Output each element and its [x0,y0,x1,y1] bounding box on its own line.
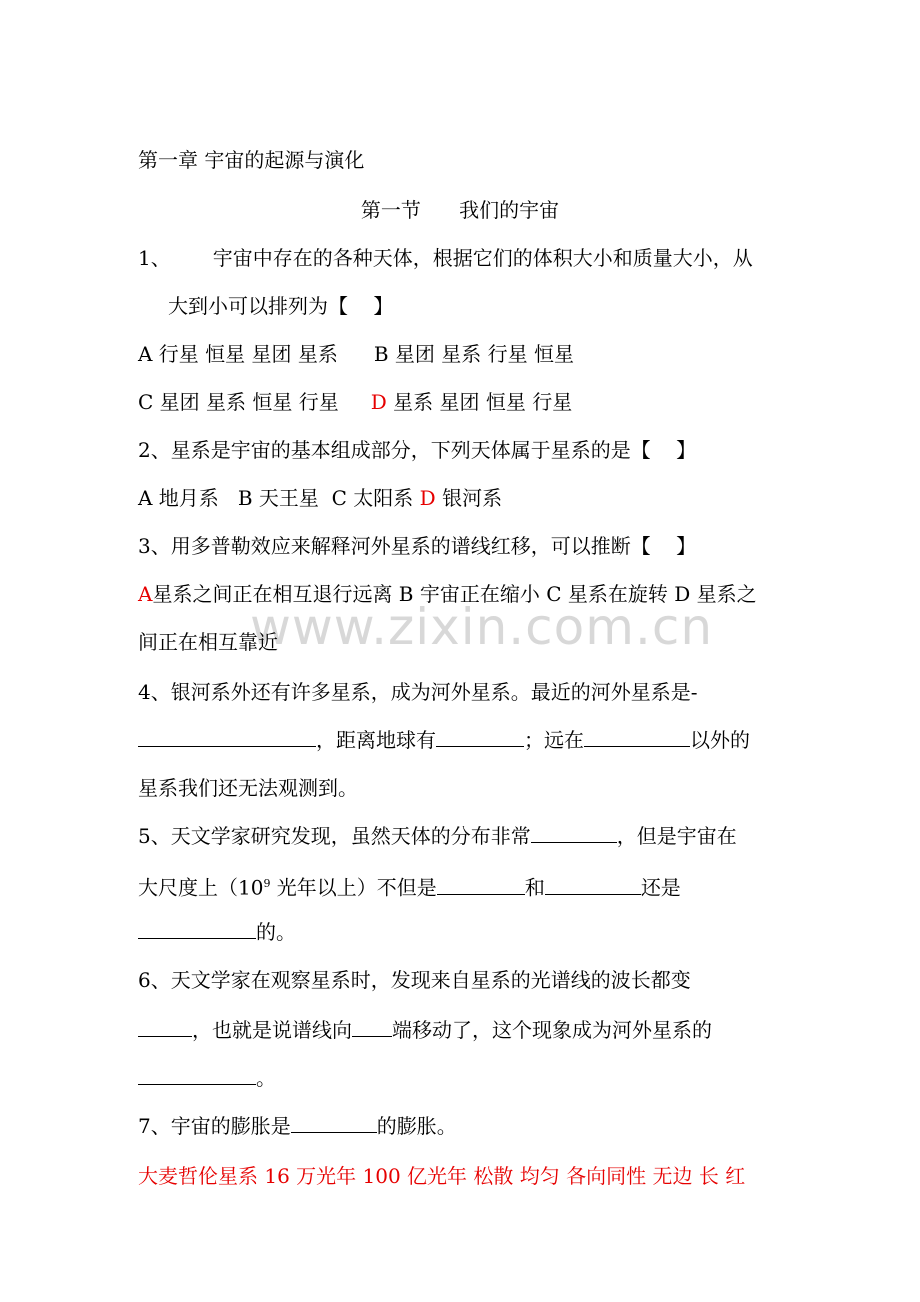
chapter-title: 第一章 宇宙的起源与演化 [138,148,365,172]
q5-blank-4[interactable] [138,918,256,939]
q6-text-a: ，也就是说谱线向 [192,1018,352,1042]
q6-blank-2[interactable] [352,1016,392,1037]
q1-option-d-letter: D [370,390,387,414]
q5-line2 [138,870,681,902]
q5-text-a: 5、天文学家研究发现，虽然天体的分布非常 [138,824,531,848]
q3-options-line1 [138,580,757,608]
q5-text-g: 的。 [256,920,296,944]
q1-line1 [138,244,753,272]
q4-text-c: 以外的 [690,728,750,752]
q4-line3: 星系我们还无法观测到。 [138,776,358,800]
q1-options-cd [138,388,572,416]
answer-key: 大麦哲伦星系 16 万光年 100 亿光年 松散 均匀 各向同性 无边 长 红 [138,1164,746,1188]
q1-number: 1、 [138,246,171,270]
q3-text: 3、用多普勒效应来解释河外星系的谱线红移，可以推断【 】 [138,534,697,558]
q4-line1: 4、银河系外还有许多星系，成为河外星系。最近的河外星系是- [138,680,698,704]
q1-option-d-text: 星系 星团 恒星 行星 [386,390,573,414]
q7-blank-1[interactable] [291,1112,377,1133]
q2-options [138,484,502,512]
q5-text-e: 和 [524,875,545,900]
q4-line2 [138,726,750,754]
q4-text-b: ；远在 [524,728,584,752]
q5-blank-1[interactable] [531,822,617,843]
q2-text: 2、星系是宇宙的基本组成部分，下列天体属于星系的是【 】 [138,438,697,462]
q3-options-text: 星系之间正在相互退行远离 B 宇宙正在缩小 C 星系在旋转 D 星系之 [152,582,757,606]
q5-text-c: 大尺度上（10 [138,875,264,900]
q5-text-b: ，但是宇宙在 [616,824,737,848]
q4-blank-2[interactable] [436,726,524,747]
section-title: 第一节 我们的宇宙 [360,198,560,222]
q4-text-a: ，距离地球有 [316,728,436,752]
q5-blank-3[interactable] [545,874,641,895]
q1-text-line1: 宇宙中存在的各种天体，根据它们的体积大小和质量大小，从 [212,246,753,270]
q7-text-a: 7、宇宙的膨胀是 [138,1114,291,1138]
q6-line2 [138,1016,712,1044]
q2-options-abc: A 地月系 B 天王星 C 太阳系 [138,486,420,510]
q2-option-d-letter: D [419,486,436,510]
q1-options-ab [138,340,574,368]
q1-text-line2: 大到小可以排列为【 】 [168,294,394,318]
q5-text-d: 光年以上）不但是 [270,875,437,900]
q6-text-c: 。 [256,1066,276,1090]
q5-superscript: 9 [263,877,271,890]
q1-option-b: B 星团 星系 行星 恒星 [373,342,575,366]
q1-option-c: C 星团 星系 恒星 行星 [138,390,339,414]
q7-text-b: 的膨胀。 [376,1114,457,1138]
q5-blank-2[interactable] [437,874,525,895]
q6-line3 [138,1064,276,1092]
watermark: www.zixin.com.cn [250,598,714,656]
q5-text-f: 还是 [640,875,681,900]
q7-line1 [138,1112,457,1140]
q4-blank-3[interactable] [584,726,690,747]
q6-line1: 6、天文学家在观察星系时，发现来自星系的光谱线的波长都变 [138,968,691,992]
q3-option-a-letter: A [138,582,153,606]
q2-option-d-text: 银河系 [435,486,503,510]
q5-line1 [138,822,737,850]
q6-blank-1[interactable] [138,1016,192,1037]
q1-option-a: A 行星 恒星 星团 星系 [138,342,338,366]
q4-blank-1[interactable] [138,726,316,747]
q6-blank-3[interactable] [138,1064,256,1085]
q5-line3 [138,918,296,946]
q3-options-line2: 间正在相互靠近 [138,630,278,654]
q6-text-b: 端移动了，这个现象成为河外星系的 [392,1018,712,1042]
